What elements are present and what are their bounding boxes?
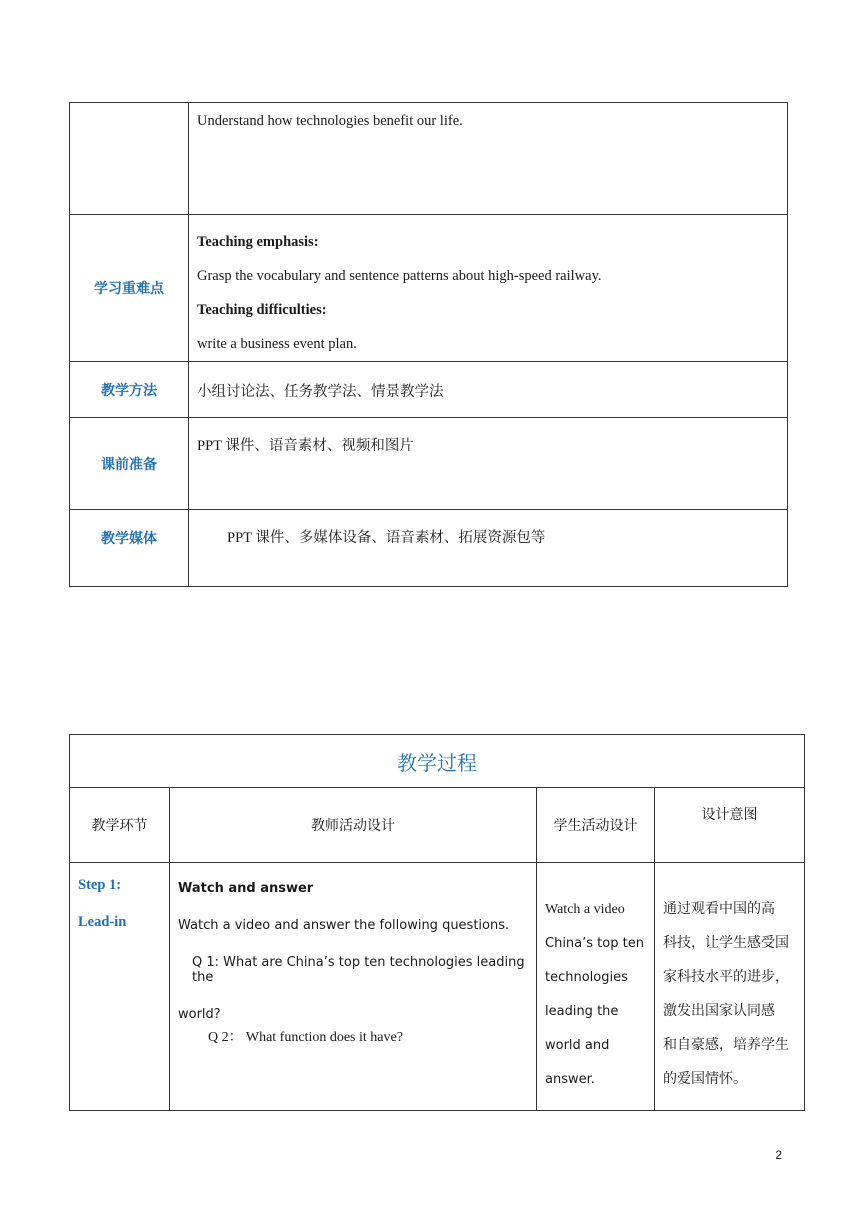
student-activity-cell — [537, 863, 655, 1111]
header-student-activity: 学生活动设计 — [537, 788, 655, 863]
intent-line: 通过观看中国的高 — [663, 902, 775, 917]
header-stage: 教学环节 — [70, 788, 170, 863]
intent-line: 激发出国家认同感 — [663, 1004, 775, 1019]
student-line: world and — [545, 1038, 610, 1053]
intent-line: 和自豪感，培养学生 — [663, 1038, 789, 1053]
preparation-label: 课前准备 — [70, 418, 189, 510]
header-teacher-activity: 教师活动设计 — [170, 788, 537, 863]
objectives-table — [69, 102, 788, 587]
emphasis-text: Grasp the vocabulary and sentence patterns about high-speed railway. — [197, 268, 602, 284]
question-1-line-1: Q 1: What are China’s top ten technologies leading the — [192, 955, 525, 985]
teacher-activity-cell — [170, 863, 537, 1111]
design-intent-cell — [655, 863, 805, 1111]
process-title: 教学过程 — [70, 735, 805, 788]
objective-text: Understand how technologies benefit our life. — [197, 113, 463, 129]
key-points-label: 学习重难点 — [70, 215, 189, 362]
question-2: Q 2： What function does it have? — [208, 1030, 403, 1045]
step-label: Step 1: — [78, 877, 122, 893]
teacher-heading: Watch and answer — [178, 881, 314, 896]
media-cell — [189, 510, 788, 587]
student-line: leading the — [545, 1004, 619, 1019]
process-table — [69, 734, 805, 1111]
page-number: 2 — [775, 1148, 782, 1162]
stage-label: Lead-in — [78, 914, 127, 930]
methods-cell — [189, 362, 788, 418]
stage-cell — [70, 863, 170, 1111]
methods-text: 小组讨论法、任务教学法、情景教学法 — [197, 384, 444, 400]
key-points-cell — [189, 215, 788, 362]
question-1-line-2: world? — [178, 1007, 221, 1022]
student-line: answer. — [545, 1072, 595, 1087]
intent-line: 科技，让学生感受国 — [663, 936, 789, 951]
header-design-intent: 设计意图 — [655, 788, 805, 863]
intent-line: 家科技水平的进步， — [663, 970, 789, 985]
media-text: PPT 课件、多媒体设备、语音素材、拓展资源包等 — [227, 530, 546, 546]
difficulty-text: write a business event plan. — [197, 336, 357, 352]
methods-label: 教学方法 — [70, 362, 189, 418]
objective-cell — [189, 103, 788, 215]
difficulty-heading: Teaching difficulties: — [197, 302, 327, 318]
emphasis-heading: Teaching emphasis: — [197, 234, 319, 250]
preparation-cell — [189, 418, 788, 510]
student-line: technologies — [545, 970, 628, 985]
teacher-intro: Watch a video and answer the following questions. — [178, 918, 510, 933]
student-line: China’s top ten — [545, 936, 644, 951]
media-label: 教学媒体 — [70, 510, 189, 587]
student-line: Watch a video — [545, 902, 625, 917]
objective-label-cell — [70, 103, 189, 215]
intent-line: 的爱国情怀。 — [663, 1072, 747, 1087]
preparation-text: PPT 课件、语音素材、视频和图片 — [197, 438, 414, 454]
